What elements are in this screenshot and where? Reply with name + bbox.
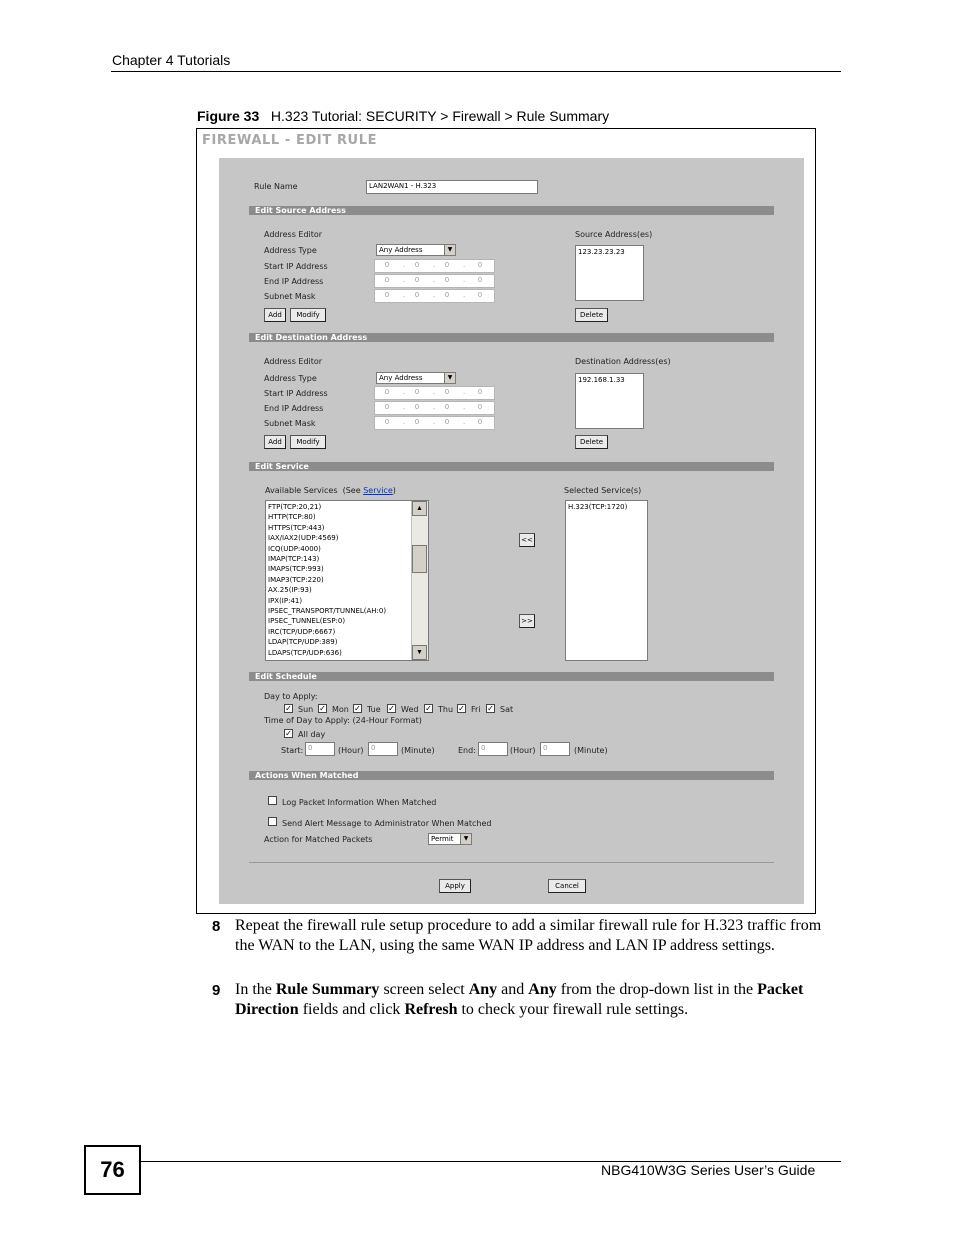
list-item[interactable]: IRC(TCP/UDP:6667) [268,627,336,636]
source-address-type-label: Address Type [264,246,317,255]
dest-address-editor-label: Address Editor [264,357,323,366]
start-minute-unit: (Minute) [401,746,435,755]
see-prefix: (See [342,486,361,495]
apply-button[interactable]: Apply [439,879,471,893]
section-edit-schedule: Edit Schedule [249,672,774,681]
ip-octet: 0 [444,388,450,396]
source-end-ip-label: End IP Address [264,277,324,286]
selected-services-label: Selected Service(s) [564,486,642,495]
ip-octet: 0 [414,291,420,299]
start-minute-input[interactable]: 0 [368,742,398,756]
log-packet-label: Log Packet Information When Matched [282,798,437,807]
day-label-thu: Thu [438,705,454,714]
send-alert-checkbox[interactable] [268,817,277,826]
chapter-header: Chapter 4 Tutorials [112,52,231,68]
list-item[interactable]: H.323(TCP:1720) [568,503,628,511]
list-item[interactable]: IMAPS(TCP:993) [268,565,324,574]
source-modify-button[interactable]: Modify [290,308,326,322]
rule-name-label: Rule Name [254,182,298,191]
dest-subnet-label: Subnet Mask [264,419,316,428]
day-label-sun: Sun [298,705,314,714]
list-item[interactable]: LDAP(TCP/UDP:389) [268,638,338,647]
source-address-editor-label: Address Editor [264,230,323,239]
ip-octet: 0 [477,291,483,299]
day-checkbox-fri[interactable]: ✓ [458,704,465,713]
ip-octet: 0 [477,418,483,426]
ip-octet: 0 [384,403,390,411]
ip-octet: 0 [384,291,390,299]
day-label-wed: Wed [401,705,419,714]
list-item[interactable]: IPSEC_TUNNEL(ESP:0) [268,617,346,626]
start-label: Start: [281,746,304,755]
ip-octet: 0 [414,418,420,426]
dest-end-ip-label: End IP Address [264,404,324,413]
available-services-label [265,486,396,495]
chevron-down-icon: ▼ [460,834,471,844]
ip-octet: 0 [444,403,450,411]
source-start-ip-label: Start IP Address [264,262,328,271]
day-to-apply-label: Day to Apply: [264,692,318,701]
source-end-ip-input[interactable]: 0 . 0 . 0 . 0 [374,274,495,288]
day-checkbox-thu[interactable]: ✓ [425,704,432,713]
scroll-down-icon[interactable]: ▼ [412,645,427,660]
step-9-number: 9 [212,982,221,999]
ip-octet: 0 [384,388,390,396]
text-run: and [497,981,529,998]
source-subnet-label: Subnet Mask [264,292,316,301]
section-edit-destination: Edit Destination Address [249,333,774,342]
ip-octet: 0 [414,276,420,284]
scrollbar-thumb[interactable] [412,545,427,573]
ip-octet: 0 [477,276,483,284]
scrollbar[interactable] [411,501,428,660]
dest-address-type-value: Any Address [379,374,423,382]
ip-octet: 0 [444,418,450,426]
dest-address-type-label: Address Type [264,374,317,383]
list-item[interactable]: IPX(IP:41) [268,596,303,605]
list-item[interactable]: AX.25(IP:93) [268,586,312,595]
end-hour-unit: (Hour) [510,746,536,755]
selected-services-list[interactable] [565,500,648,661]
list-item[interactable]: 192.168.1.33 [578,376,625,384]
figure-caption [197,108,609,124]
end-label: End: [458,746,476,755]
source-subnet-input[interactable]: 0 . 0 . 0 . 0 [374,289,495,303]
source-start-ip-input[interactable]: 0 . 0 . 0 . 0 [374,259,495,273]
move-right-button[interactable]: >> [519,614,535,628]
ip-octet: 0 [477,403,483,411]
dest-end-ip-input[interactable]: 0 . 0 . 0 . 0 [374,401,495,415]
ip-octet: 0 [444,261,450,269]
day-label-sat: Sat [500,705,514,714]
action-matched-label: Action for Matched Packets [264,835,373,844]
text-run: from the drop-down list in the [556,981,758,998]
dest-start-ip-label: Start IP Address [264,389,328,398]
ip-octet: 0 [384,418,390,426]
end-hour-input[interactable]: 0 [478,742,508,756]
log-packet-checkbox[interactable] [268,796,277,805]
ip-octet: 0 [414,261,420,269]
ip-octet: 0 [384,261,390,269]
day-checkbox-wed[interactable]: ✓ [388,704,395,713]
divider [249,862,774,863]
dest-start-ip-input[interactable]: 0 . 0 . 0 . 0 [374,386,495,400]
move-left-button[interactable]: << [519,533,535,547]
see-suffix: ) [392,486,396,495]
source-delete-button[interactable]: Delete [575,308,608,322]
ip-octet: 0 [384,276,390,284]
guide-title: NBG410W3G Series User’s Guide [601,1162,816,1178]
dest-subnet-input[interactable]: 0 . 0 . 0 . 0 [374,416,495,430]
send-alert-label: Send Alert Message to Administrator When Matched [282,819,492,828]
dest-add-button[interactable]: Add [264,435,286,449]
available-services-text: Available Services [265,486,338,495]
action-select[interactable] [428,833,472,845]
ip-octet: 0 [414,388,420,396]
day-label-fri: Fri [471,705,481,714]
start-hour-unit: (Hour) [338,746,364,755]
source-list-label: Source Address(es) [575,230,653,239]
ip-octet: 0 [444,276,450,284]
list-item[interactable]: IMAP3(TCP:220) [268,575,324,584]
list-item[interactable]: HTTPS(TCP:443) [268,523,325,532]
dest-delete-button[interactable]: Delete [575,435,608,449]
chevron-down-icon: ▼ [444,245,455,255]
day-checkbox-sun[interactable]: ✓ [285,704,292,713]
source-address-list[interactable] [575,245,644,301]
bold-term: Any [528,981,557,998]
step-9-text [235,980,845,1020]
ip-octet: 0 [477,261,483,269]
bold-term: Rule Summary [275,981,380,998]
list-item[interactable]: LDAPS(TCP/UDP:636) [268,648,342,657]
day-checkbox-mon[interactable]: ✓ [319,704,326,713]
ip-octet: 0 [444,291,450,299]
list-item[interactable]: FTP(TCP:20,21) [268,503,322,511]
page-number: 76 [84,1145,141,1195]
list-item[interactable]: IAX/IAX2(UDP:4569) [268,534,339,543]
day-label-mon: Mon [332,705,349,714]
service-link[interactable]: Service [363,486,393,495]
start-hour-input[interactable]: 0 [305,742,335,756]
time-of-day-label: Time of Day to Apply: (24-Hour Format) [264,716,422,725]
dest-address-type-select[interactable] [376,372,456,384]
figure-label: Figure 33 [197,108,260,124]
end-minute-unit: (Minute) [574,746,608,755]
day-checkbox-sat[interactable]: ✓ [487,704,494,713]
text-run: In the [235,981,276,998]
available-services-list[interactable] [265,500,429,661]
text-run: to check your firewall rule settings. [457,1001,689,1018]
list-item[interactable]: IPSEC_TRANSPORT/TUNNEL(AH:0) [268,607,387,616]
bold-term: Any [468,981,498,998]
ip-octet: 0 [477,388,483,396]
cancel-button[interactable]: Cancel [548,879,586,893]
source-address-type-select[interactable] [376,244,456,256]
source-address-type-value: Any Address [379,246,423,254]
bold-term: Refresh [404,1001,458,1018]
all-day-label: All day [298,730,326,739]
dest-address-list[interactable] [575,373,644,429]
text-run: screen select [379,981,469,998]
dest-list-label: Destination Address(es) [575,357,671,366]
day-label-tue: Tue [367,705,381,714]
section-actions-when-matched: Actions When Matched [249,771,774,780]
scroll-up-icon[interactable]: ▲ [412,501,427,516]
header-rule [111,71,841,72]
all-day-checkbox[interactable]: ✓ [285,729,292,738]
list-item[interactable]: 123.23.23.23 [578,248,625,256]
bold-term: Packet Direction [235,981,804,1018]
step-8-text: Repeat the firewall rule setup procedure to add a similar firewall rule for H.323 traffic from the WAN to the LAN, using the same WAN IP address and LAN IP address settings. [235,917,822,954]
form-title: FIREWALL - EDIT RULE [202,133,378,148]
section-edit-source: Edit Source Address [249,206,774,215]
end-minute-input[interactable]: 0 [540,742,570,756]
list-item[interactable]: IMAP(TCP:143) [268,555,320,564]
text-run: fields and click [298,1001,405,1018]
figure-caption-text: H.323 Tutorial: SECURITY > Firewall > Rule Summary [270,108,610,124]
step-8-number: 8 [212,918,221,935]
section-edit-service: Edit Service [249,462,774,471]
rule-name-input[interactable]: LAN2WAN1 - H.323 [366,180,538,194]
ip-octet: 0 [414,403,420,411]
day-checkbox-tue[interactable]: ✓ [354,704,361,713]
list-item[interactable]: HTTP(TCP:80) [268,513,316,522]
source-add-button[interactable]: Add [264,308,286,322]
chevron-down-icon: ▼ [444,373,455,383]
dest-modify-button[interactable]: Modify [290,435,326,449]
action-select-value: Permit [431,835,454,843]
list-item[interactable]: ICQ(UDP:4000) [268,544,321,553]
